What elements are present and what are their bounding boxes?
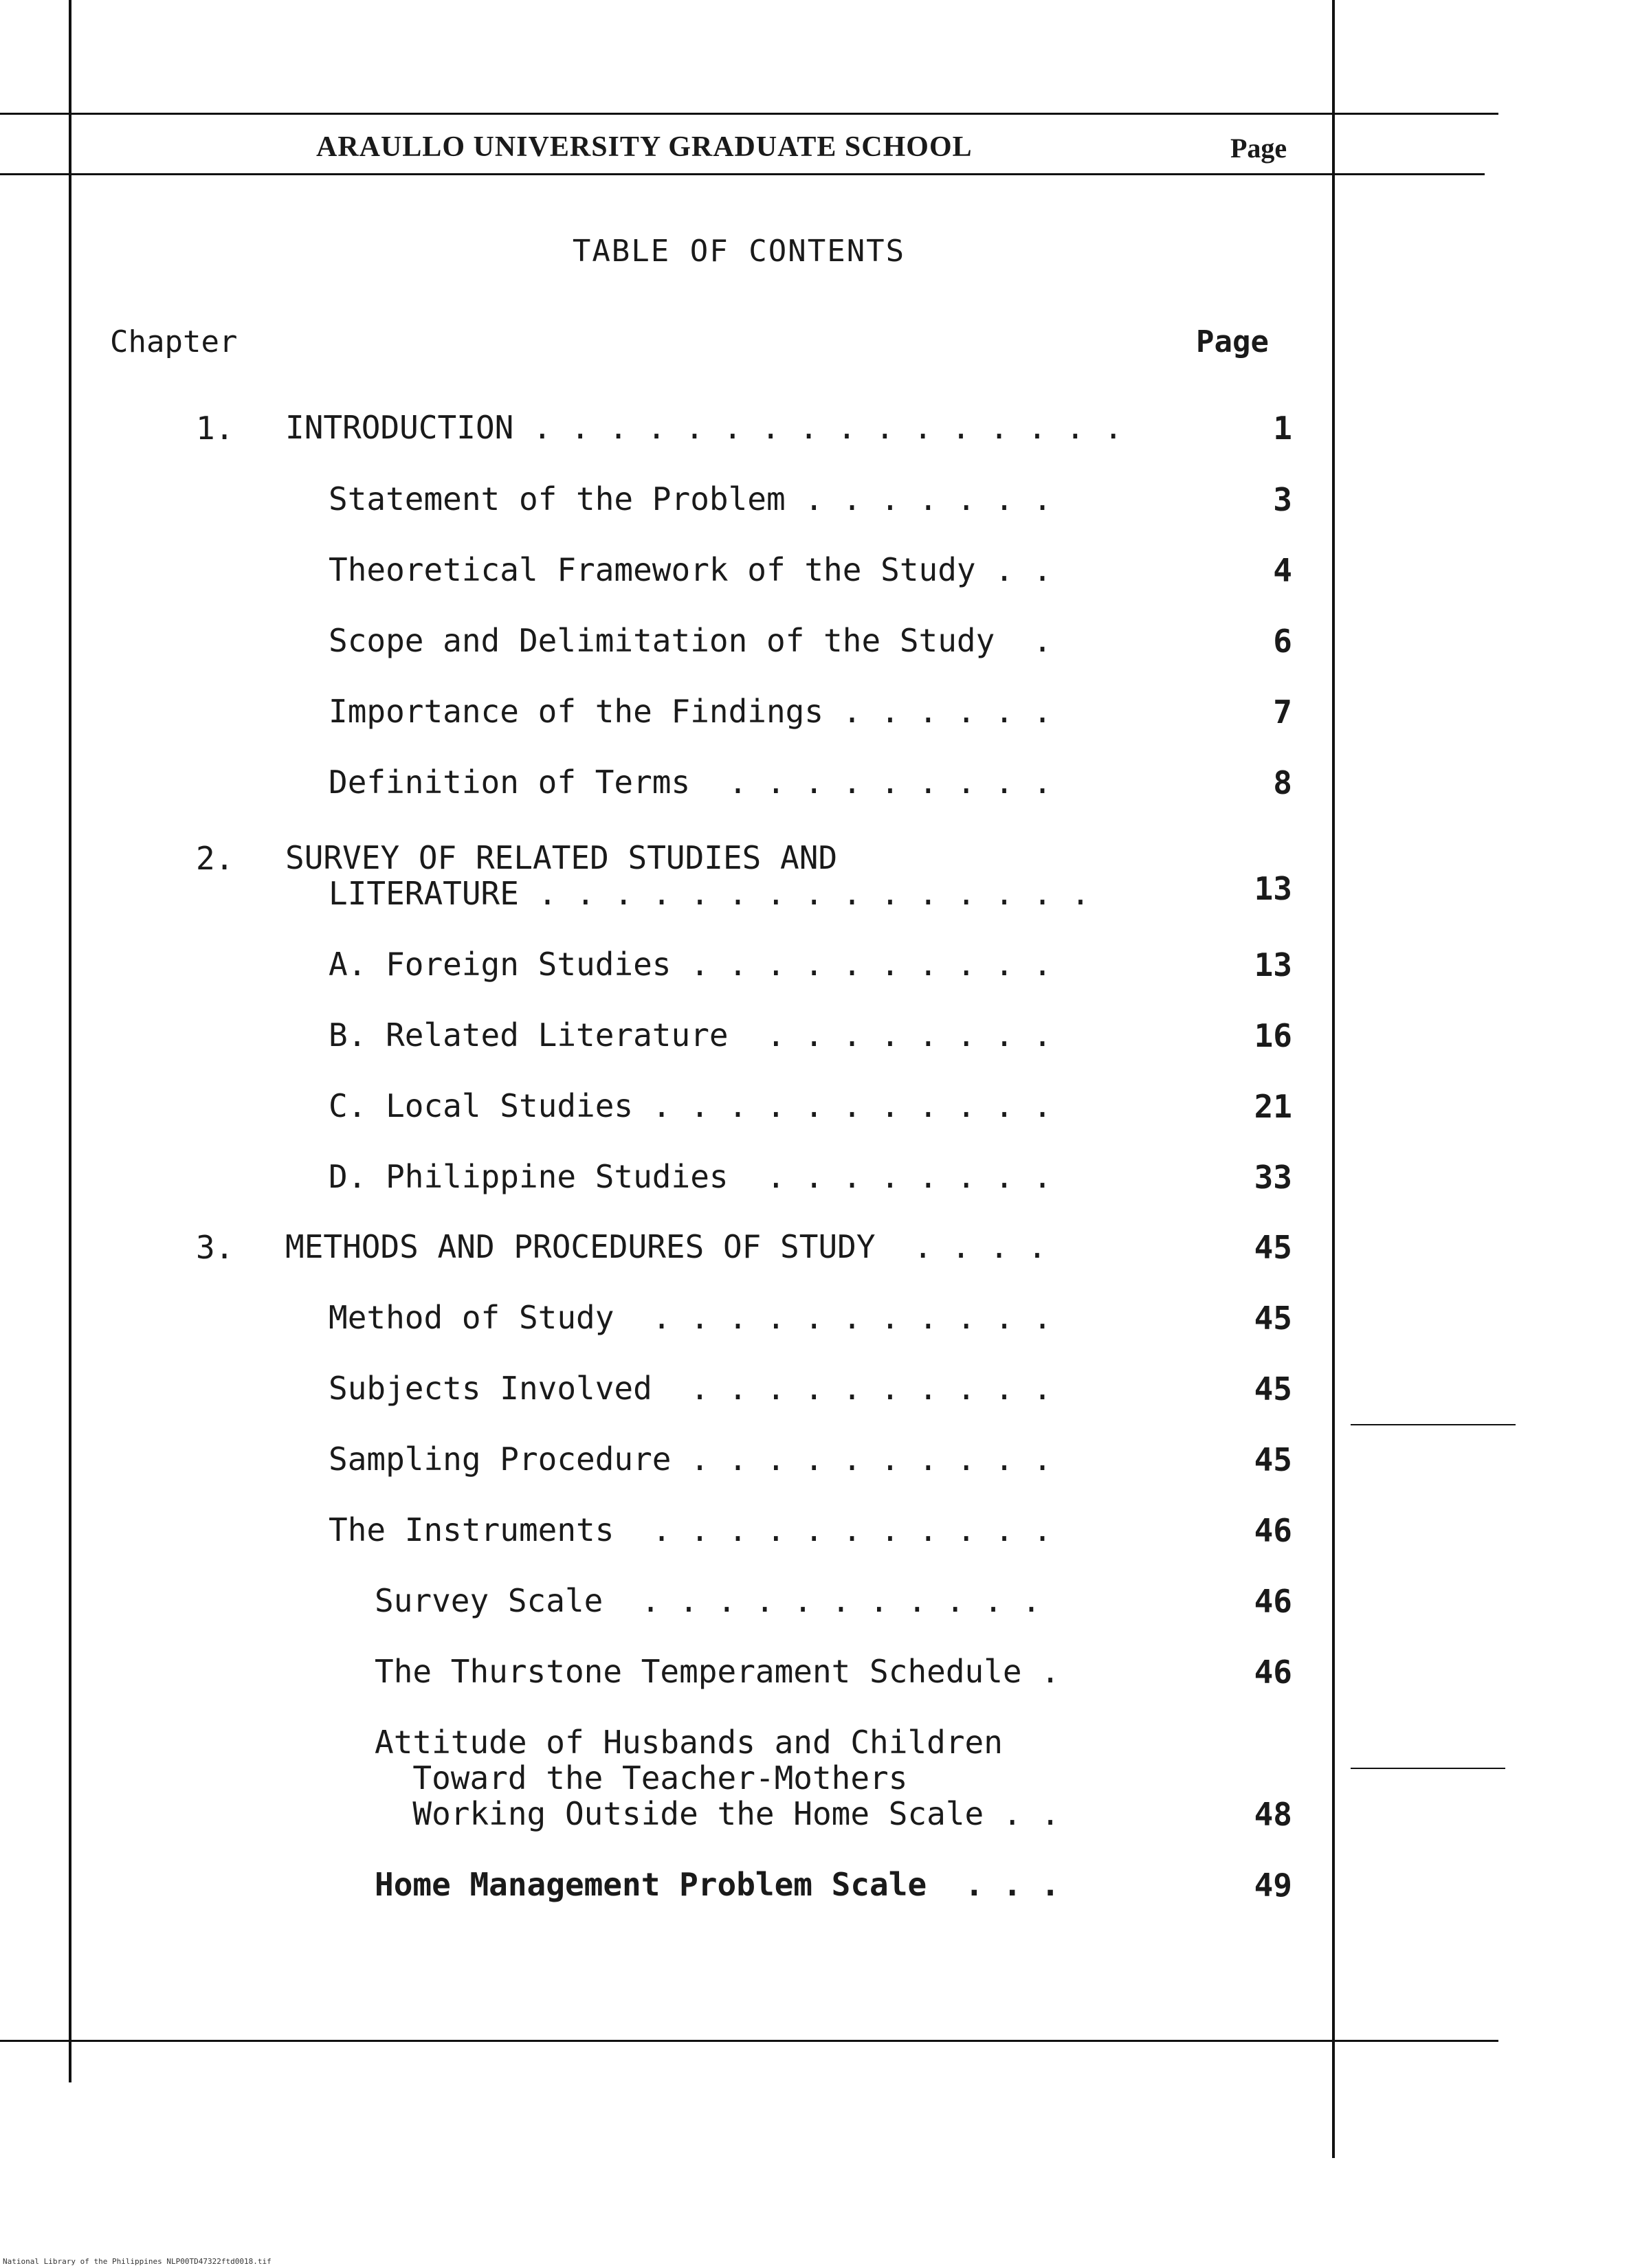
toc-entry: Theoretical Framework of the Study . . xyxy=(329,551,1052,588)
toc-page-number: 6 xyxy=(1273,623,1292,660)
toc-page-number: 4 xyxy=(1273,552,1292,589)
toc-page-number: 45 xyxy=(1254,1229,1292,1266)
toc-entry: Attitude of Husbands and Children xyxy=(375,1724,1003,1761)
toc-page-number: 46 xyxy=(1254,1583,1292,1620)
toc-page-number: 45 xyxy=(1254,1370,1292,1408)
toc-entry: Importance of the Findings . . . . . . xyxy=(329,693,1052,730)
toc-page-number: 49 xyxy=(1254,1867,1292,1904)
toc-entry: The Instruments . . . . . . . . . . . xyxy=(329,1511,1052,1548)
toc-entry: Sampling Procedure . . . . . . . . . . xyxy=(329,1441,1052,1478)
toc-entry: INTRODUCTION . . . . . . . . . . . . . . . . xyxy=(285,409,1123,446)
right-margin-tick-2 xyxy=(1351,1768,1505,1769)
toc-entry: Method of Study . . . . . . . . . . . xyxy=(329,1299,1052,1336)
toc-entry-continued: Toward the Teacher-Mothers xyxy=(375,1759,908,1797)
toc-entry: B. Related Literature . . . . . . . . xyxy=(329,1016,1052,1054)
column-chapter-heading: Chapter xyxy=(110,324,238,359)
toc-page-number: 8 xyxy=(1273,764,1292,801)
right-margin-tick-1 xyxy=(1351,1424,1516,1425)
chapter-number: 2. xyxy=(196,840,234,877)
toc-page-number: 46 xyxy=(1254,1654,1292,1691)
toc-page-number: 48 xyxy=(1254,1796,1292,1833)
header-bottom-rule xyxy=(0,173,1485,175)
frame-left-rule xyxy=(69,0,71,2082)
chapter-number: 1. xyxy=(196,410,234,447)
toc-entry: Home Management Problem Scale . . . xyxy=(375,1866,1060,1903)
bottom-rule xyxy=(0,2040,1498,2042)
scan-footer: National Library of the Philippines NLP00TD47322ftd0018.tif xyxy=(3,2257,272,2266)
toc-entry: The Thurstone Temperament Schedule . xyxy=(375,1653,1060,1690)
header-page-label: Page xyxy=(1230,133,1287,164)
toc-page-number: 45 xyxy=(1254,1300,1292,1337)
toc-entry: D. Philippine Studies . . . . . . . . xyxy=(329,1158,1052,1195)
toc-entry: Survey Scale . . . . . . . . . . . xyxy=(375,1582,1041,1619)
toc-entry: SURVEY OF RELATED STUDIES AND xyxy=(285,839,838,876)
toc-entry: Subjects Involved . . . . . . . . . . xyxy=(329,1370,1052,1407)
toc-page-number: 13 xyxy=(1254,946,1292,983)
toc-page-number: 21 xyxy=(1254,1088,1292,1125)
toc-entry: Definition of Terms . . . . . . . . . xyxy=(329,764,1052,801)
frame-right-rule xyxy=(1332,0,1335,2158)
toc-entry: A. Foreign Studies . . . . . . . . . . xyxy=(329,946,1052,983)
toc-page-number: 13 xyxy=(1254,870,1292,907)
chapter-number: 3. xyxy=(196,1229,234,1266)
toc-entry-continued: LITERATURE . . . . . . . . . . . . . . . xyxy=(329,875,1090,912)
toc-page-number: 16 xyxy=(1254,1017,1292,1054)
toc-title: TABLE OF CONTENTS xyxy=(572,234,906,269)
toc-page-number: 3 xyxy=(1273,481,1292,518)
toc-page-number: 7 xyxy=(1273,693,1292,731)
toc-entry: Scope and Delimitation of the Study . xyxy=(329,622,1052,659)
column-page-heading: Page xyxy=(1196,324,1269,359)
toc-page-number: 1 xyxy=(1273,410,1292,447)
toc-page-number: 33 xyxy=(1254,1159,1292,1196)
header-top-rule xyxy=(0,113,1498,115)
toc-page-number: 46 xyxy=(1254,1512,1292,1549)
toc-page-number: 45 xyxy=(1254,1441,1292,1478)
header-school-name: ARAULLO UNIVERSITY GRADUATE SCHOOL xyxy=(316,131,973,163)
toc-entry: Statement of the Problem . . . . . . . xyxy=(329,480,1052,518)
toc-entry-continued: Working Outside the Home Scale . . xyxy=(375,1795,1060,1832)
toc-entry: C. Local Studies . . . . . . . . . . . xyxy=(329,1087,1052,1124)
toc-entry: METHODS AND PROCEDURES OF STUDY . . . . xyxy=(285,1228,1047,1265)
